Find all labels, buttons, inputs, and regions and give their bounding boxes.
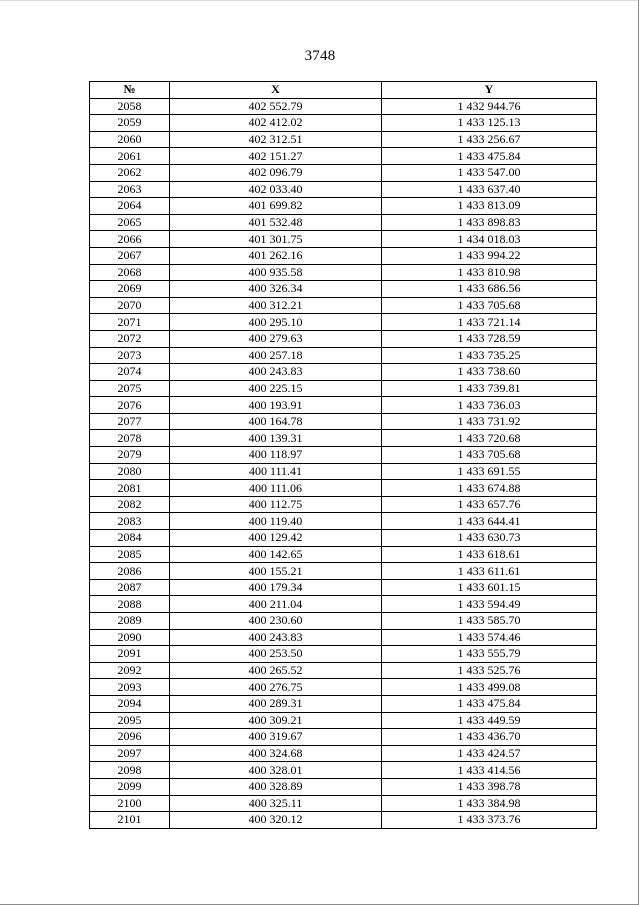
cell-y: 1 433 594.49 xyxy=(382,596,597,613)
cell-x: 402 412.02 xyxy=(170,115,382,132)
cell-number: 2089 xyxy=(90,613,170,630)
cell-number: 2095 xyxy=(90,712,170,729)
cell-y: 1 433 657.76 xyxy=(382,496,597,513)
cell-x: 402 312.51 xyxy=(170,131,382,148)
cell-number: 2065 xyxy=(90,214,170,231)
cell-x: 400 139.31 xyxy=(170,430,382,447)
cell-number: 2091 xyxy=(90,646,170,663)
cell-x: 402 552.79 xyxy=(170,98,382,115)
cell-y: 1 433 585.70 xyxy=(382,613,597,630)
cell-y: 1 433 691.55 xyxy=(382,463,597,480)
cell-number: 2061 xyxy=(90,148,170,165)
cell-x: 400 295.10 xyxy=(170,314,382,331)
cell-y: 1 433 424.57 xyxy=(382,745,597,762)
cell-x: 400 243.83 xyxy=(170,364,382,381)
cell-number: 2067 xyxy=(90,247,170,264)
cell-x: 401 262.16 xyxy=(170,247,382,264)
cell-number: 2098 xyxy=(90,762,170,779)
cell-x: 400 320.12 xyxy=(170,812,382,829)
cell-x: 400 324.68 xyxy=(170,745,382,762)
cell-x: 402 151.27 xyxy=(170,148,382,165)
cell-y: 1 433 705.68 xyxy=(382,447,597,464)
cell-number: 2092 xyxy=(90,662,170,679)
cell-number: 2077 xyxy=(90,413,170,430)
cell-number: 2070 xyxy=(90,297,170,314)
cell-y: 1 433 721.14 xyxy=(382,314,597,331)
cell-x: 401 532.48 xyxy=(170,214,382,231)
table-row xyxy=(90,330,597,347)
cell-x: 400 253.50 xyxy=(170,646,382,663)
cell-x: 400 193.91 xyxy=(170,397,382,414)
cell-y: 1 433 735.25 xyxy=(382,347,597,364)
table-row xyxy=(90,148,597,165)
table-row xyxy=(90,247,597,264)
table-row xyxy=(90,164,597,181)
cell-x: 400 312.21 xyxy=(170,297,382,314)
cell-y: 1 433 499.08 xyxy=(382,679,597,696)
table-row xyxy=(90,347,597,364)
cell-x: 400 225.15 xyxy=(170,380,382,397)
table-row xyxy=(90,795,597,812)
cell-x: 400 111.06 xyxy=(170,480,382,497)
table-row xyxy=(90,463,597,480)
cell-y: 1 433 555.79 xyxy=(382,646,597,663)
cell-number: 2082 xyxy=(90,496,170,513)
cell-number: 2097 xyxy=(90,745,170,762)
cell-number: 2069 xyxy=(90,281,170,298)
cell-y: 1 433 705.68 xyxy=(382,297,597,314)
cell-number: 2084 xyxy=(90,530,170,547)
table-row xyxy=(90,563,597,580)
cell-y: 1 433 736.03 xyxy=(382,397,597,414)
cell-y: 1 434 018.03 xyxy=(382,231,597,248)
table-row xyxy=(90,115,597,132)
cell-number: 2063 xyxy=(90,181,170,198)
table-row xyxy=(90,131,597,148)
table-row xyxy=(90,98,597,115)
header-y: Y xyxy=(382,82,597,99)
table-row xyxy=(90,181,597,198)
header-x: X xyxy=(170,82,382,99)
cell-y: 1 433 436.70 xyxy=(382,729,597,746)
cell-number: 2074 xyxy=(90,364,170,381)
cell-y: 1 433 728.59 xyxy=(382,330,597,347)
cell-x: 400 328.89 xyxy=(170,778,382,795)
cell-number: 2085 xyxy=(90,546,170,563)
cell-y: 1 433 547.00 xyxy=(382,164,597,181)
cell-number: 2080 xyxy=(90,463,170,480)
table-row xyxy=(90,646,597,663)
cell-y: 1 433 525.76 xyxy=(382,662,597,679)
cell-y: 1 433 475.84 xyxy=(382,148,597,165)
cell-number: 2073 xyxy=(90,347,170,364)
cell-x: 401 301.75 xyxy=(170,231,382,248)
cell-x: 400 211.04 xyxy=(170,596,382,613)
table-row xyxy=(90,214,597,231)
cell-x: 400 326.34 xyxy=(170,281,382,298)
table-row xyxy=(90,413,597,430)
table-row xyxy=(90,231,597,248)
cell-y: 1 433 618.61 xyxy=(382,546,597,563)
cell-number: 2093 xyxy=(90,679,170,696)
cell-number: 2090 xyxy=(90,629,170,646)
cell-number: 2062 xyxy=(90,164,170,181)
cell-number: 2060 xyxy=(90,131,170,148)
cell-x: 400 112.75 xyxy=(170,496,382,513)
table-row xyxy=(90,513,597,530)
cell-x: 400 179.34 xyxy=(170,579,382,596)
cell-y: 1 433 125.13 xyxy=(382,115,597,132)
cell-x: 400 129.42 xyxy=(170,530,382,547)
table-row xyxy=(90,530,597,547)
cell-x: 400 257.18 xyxy=(170,347,382,364)
cell-x: 400 325.11 xyxy=(170,795,382,812)
cell-x: 400 276.75 xyxy=(170,679,382,696)
cell-y: 1 433 644.41 xyxy=(382,513,597,530)
table-row xyxy=(90,662,597,679)
cell-y: 1 433 256.67 xyxy=(382,131,597,148)
cell-y: 1 433 813.09 xyxy=(382,198,597,215)
table-row xyxy=(90,712,597,729)
table-row xyxy=(90,695,597,712)
cell-x: 400 935.58 xyxy=(170,264,382,281)
cell-y: 1 433 994.22 xyxy=(382,247,597,264)
cell-y: 1 433 686.56 xyxy=(382,281,597,298)
cell-x: 400 142.65 xyxy=(170,546,382,563)
header-number: № xyxy=(90,82,170,99)
table-row xyxy=(90,596,597,613)
cell-y: 1 433 810.98 xyxy=(382,264,597,281)
table-row xyxy=(90,480,597,497)
table-row xyxy=(90,314,597,331)
cell-x: 402 033.40 xyxy=(170,181,382,198)
cell-y: 1 433 731.92 xyxy=(382,413,597,430)
table-row xyxy=(90,430,597,447)
cell-y: 1 433 475.84 xyxy=(382,695,597,712)
cell-y: 1 433 739.81 xyxy=(382,380,597,397)
cell-number: 2099 xyxy=(90,778,170,795)
cell-number: 2100 xyxy=(90,795,170,812)
cell-y: 1 433 720.68 xyxy=(382,430,597,447)
table-row xyxy=(90,198,597,215)
cell-x: 400 155.21 xyxy=(170,563,382,580)
cell-number: 2071 xyxy=(90,314,170,331)
cell-x: 400 230.60 xyxy=(170,613,382,630)
table-row xyxy=(90,629,597,646)
cell-x: 400 289.31 xyxy=(170,695,382,712)
table-row xyxy=(90,613,597,630)
cell-y: 1 433 637.40 xyxy=(382,181,597,198)
cell-number: 2083 xyxy=(90,513,170,530)
table-row xyxy=(90,579,597,596)
cell-number: 2076 xyxy=(90,397,170,414)
cell-number: 2059 xyxy=(90,115,170,132)
cell-x: 400 118.97 xyxy=(170,447,382,464)
table-header-row xyxy=(90,82,597,99)
cell-number: 2066 xyxy=(90,231,170,248)
cell-x: 400 319.67 xyxy=(170,729,382,746)
cell-number: 2096 xyxy=(90,729,170,746)
cell-x: 400 328.01 xyxy=(170,762,382,779)
table-row xyxy=(90,447,597,464)
cell-x: 402 096.79 xyxy=(170,164,382,181)
cell-x: 400 243.83 xyxy=(170,629,382,646)
table-row xyxy=(90,264,597,281)
cell-x: 400 111.41 xyxy=(170,463,382,480)
table-row xyxy=(90,729,597,746)
cell-y: 1 433 601.15 xyxy=(382,579,597,596)
cell-x: 401 699.82 xyxy=(170,198,382,215)
table-row xyxy=(90,380,597,397)
cell-number: 2094 xyxy=(90,695,170,712)
cell-y: 1 433 384.98 xyxy=(382,795,597,812)
table-body xyxy=(90,98,597,828)
cell-number: 2068 xyxy=(90,264,170,281)
table-row xyxy=(90,546,597,563)
cell-number: 2101 xyxy=(90,812,170,829)
cell-x: 400 119.40 xyxy=(170,513,382,530)
cell-y: 1 433 630.73 xyxy=(382,530,597,547)
table-row xyxy=(90,679,597,696)
page-number: 3748 xyxy=(304,48,336,64)
cell-number: 2079 xyxy=(90,447,170,464)
cell-y: 1 433 574.46 xyxy=(382,629,597,646)
cell-y: 1 432 944.76 xyxy=(382,98,597,115)
cell-y: 1 433 398.78 xyxy=(382,778,597,795)
cell-y: 1 433 738.60 xyxy=(382,364,597,381)
cell-y: 1 433 414.56 xyxy=(382,762,597,779)
cell-number: 2087 xyxy=(90,579,170,596)
cell-y: 1 433 674.88 xyxy=(382,480,597,497)
coordinates-table xyxy=(89,81,597,829)
table-row xyxy=(90,496,597,513)
cell-y: 1 433 611.61 xyxy=(382,563,597,580)
cell-x: 400 279.63 xyxy=(170,330,382,347)
table-row xyxy=(90,297,597,314)
cell-number: 2075 xyxy=(90,380,170,397)
cell-y: 1 433 898.83 xyxy=(382,214,597,231)
cell-x: 400 265.52 xyxy=(170,662,382,679)
cell-number: 2072 xyxy=(90,330,170,347)
table-row xyxy=(90,397,597,414)
cell-number: 2078 xyxy=(90,430,170,447)
cell-y: 1 433 449.59 xyxy=(382,712,597,729)
cell-number: 2058 xyxy=(90,98,170,115)
table-row xyxy=(90,812,597,829)
cell-x: 400 309.21 xyxy=(170,712,382,729)
cell-x: 400 164.78 xyxy=(170,413,382,430)
table-row xyxy=(90,745,597,762)
cell-number: 2081 xyxy=(90,480,170,497)
cell-number: 2086 xyxy=(90,563,170,580)
table-row xyxy=(90,281,597,298)
cell-y: 1 433 373.76 xyxy=(382,812,597,829)
table-row xyxy=(90,778,597,795)
cell-number: 2088 xyxy=(90,596,170,613)
table-row xyxy=(90,762,597,779)
cell-number: 2064 xyxy=(90,198,170,215)
table-row xyxy=(90,364,597,381)
